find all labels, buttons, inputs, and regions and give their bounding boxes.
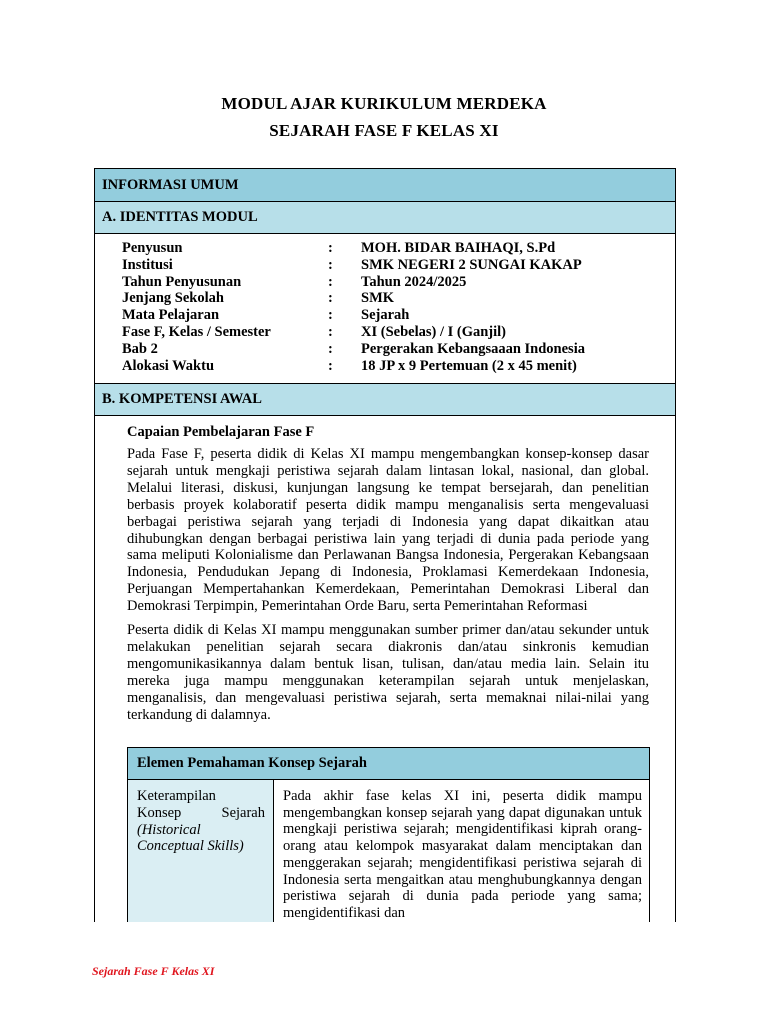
- element-name-english: (Historical: [137, 821, 201, 838]
- identity-label: Institusi: [122, 256, 173, 273]
- competency-content: [127, 423, 649, 731]
- identity-colon: :: [328, 307, 333, 324]
- identity-value: 18 JP x 9 Pertemuan (2 x 45 menit): [361, 357, 577, 374]
- cp-paragraph: Peserta didik di Kelas XI mampu menggunakan sumber primer dan/atau sekunder untuk melakukan penelitian sejarah secara diakronis dan/atau sinkronis kemudian mengomunikasikannya dalam bentuk lisan, tulisan, dan/atau media lain. Selain itu mereka juga mampu menggunakan keterampilan sejarah untuk menjelaskan, menganalisis, dan mengevaluasi peristiwa sejarah, serta memaknai nilai-nilai yang terkandung di dalamnya.: [127, 622, 649, 723]
- identity-row: [122, 290, 662, 307]
- page-footer: Sejarah Fase F Kelas XI: [92, 964, 215, 978]
- identity-value: Tahun 2024/2025: [361, 273, 467, 290]
- identity-value: Sejarah: [361, 307, 410, 324]
- element-name-line: Keterampilan: [137, 788, 216, 804]
- section-identitas-modul: A. IDENTITAS MODUL: [95, 202, 675, 234]
- element-name-line: Konsep Sejarah: [137, 804, 265, 821]
- identity-row: [122, 324, 662, 341]
- identity-row: [122, 307, 662, 324]
- identity-colon: :: [328, 357, 333, 374]
- element-table-heading: Elemen Pemahaman Konsep Sejarah: [128, 748, 649, 780]
- identity-colon: :: [328, 323, 333, 340]
- identity-label: Jenjang Sekolah: [122, 290, 224, 307]
- document-title: MODUL AJAR KURIKULUM MERDEKA: [221, 94, 547, 113]
- identity-row: [122, 341, 662, 358]
- identity-label: Tahun Penyusunan: [122, 273, 242, 290]
- element-description-cell: Pada akhir fase kelas XI ini, peserta didik mampu mengembangkan konsep sejarah yang dapat digunakan untuk mengkaji peristiwa sejarah; mengidentifikasi kiprah orang-orang atau kelompok masyarakat dalam menciptakan dan menggerakan sejarah; mengidentifikasi peristiwa sejarah di Indonesia serta mengaitkan atau menghubungkannya dengan peristiwa sejarah di dunia pada periode yang sama; mengidentifikasi dan: [274, 780, 649, 922]
- identity-label: Mata Pelajaran: [122, 307, 220, 324]
- identity-value: SMK: [361, 290, 395, 307]
- section-informasi-umum: INFORMASI UMUM: [95, 169, 675, 202]
- identity-row: [122, 274, 662, 291]
- element-table-row: [128, 780, 649, 922]
- identity-label: Bab 2: [122, 340, 158, 357]
- identity-value: XI (Sebelas) / I (Ganjil): [361, 323, 506, 340]
- identity-row: [122, 257, 662, 274]
- module-frame: [94, 168, 676, 922]
- identity-colon: :: [328, 290, 333, 307]
- identity-colon: :: [328, 240, 333, 256]
- cp-paragraph: Pada Fase F, peserta didik di Kelas XI mampu mengembangkan konsep-konsep dasar sejarah untuk mengkaji peristiwa sejarah dalam lintasan lokal, nasional, dan global. Melalui literasi, diskusi, kunjungan langsung ke tempat bersejarah, dan penelitian berbasis proyek kolaboratif peserta didik mampu menganalisis serta mengevaluasi berbagai peristiwa sejarah yang terjadi di Indonesia yang dapat dikaitkan atau dihubungkan dengan berbagai peristiwa lain yang terjadi di dunia pada periode yang sama meliputi Kolonialisme dan Perlawanan Bangsa Indonesia, Pergerakan Kebangsaan Indonesia, Pendudukan Jepang di Indonesia, Proklamasi Kemerdekaan Indonesia, Perjuangan Mempertahankan Kemerdekaan, Pemerintahan Demokrasi Liberal dan Demokrasi Terpimpin, Pemerintahan Orde Baru, serta Pemerintahan Reformasi: [127, 446, 649, 615]
- identity-colon: :: [328, 256, 333, 273]
- document-subtitle: SEJARAH FASE F KELAS XI: [269, 121, 499, 140]
- identity-label: Penyusun: [122, 240, 183, 256]
- identity-value: Pergerakan Kebangsaaan Indonesia: [361, 340, 585, 357]
- identity-label: Fase F, Kelas / Semester: [122, 323, 271, 340]
- identity-value: MOH. BIDAR BAIHAQI, S.Pd: [361, 240, 556, 256]
- element-name-cell: [128, 780, 274, 922]
- identity-colon: :: [328, 340, 333, 357]
- element-table: [127, 747, 650, 922]
- identity-row: [122, 240, 662, 257]
- section-kompetensi-awal: B. KOMPETENSI AWAL: [95, 383, 675, 416]
- identity-colon: :: [328, 273, 333, 290]
- identity-row: [122, 358, 662, 375]
- element-name-english: Conceptual Skills): [137, 838, 244, 855]
- identity-list: [122, 240, 662, 374]
- cp-heading: Capaian Pembelajaran Fase F: [127, 424, 315, 440]
- identity-value: SMK NEGERI 2 SUNGAI KAKAP: [361, 256, 582, 273]
- identity-label: Alokasi Waktu: [122, 357, 215, 374]
